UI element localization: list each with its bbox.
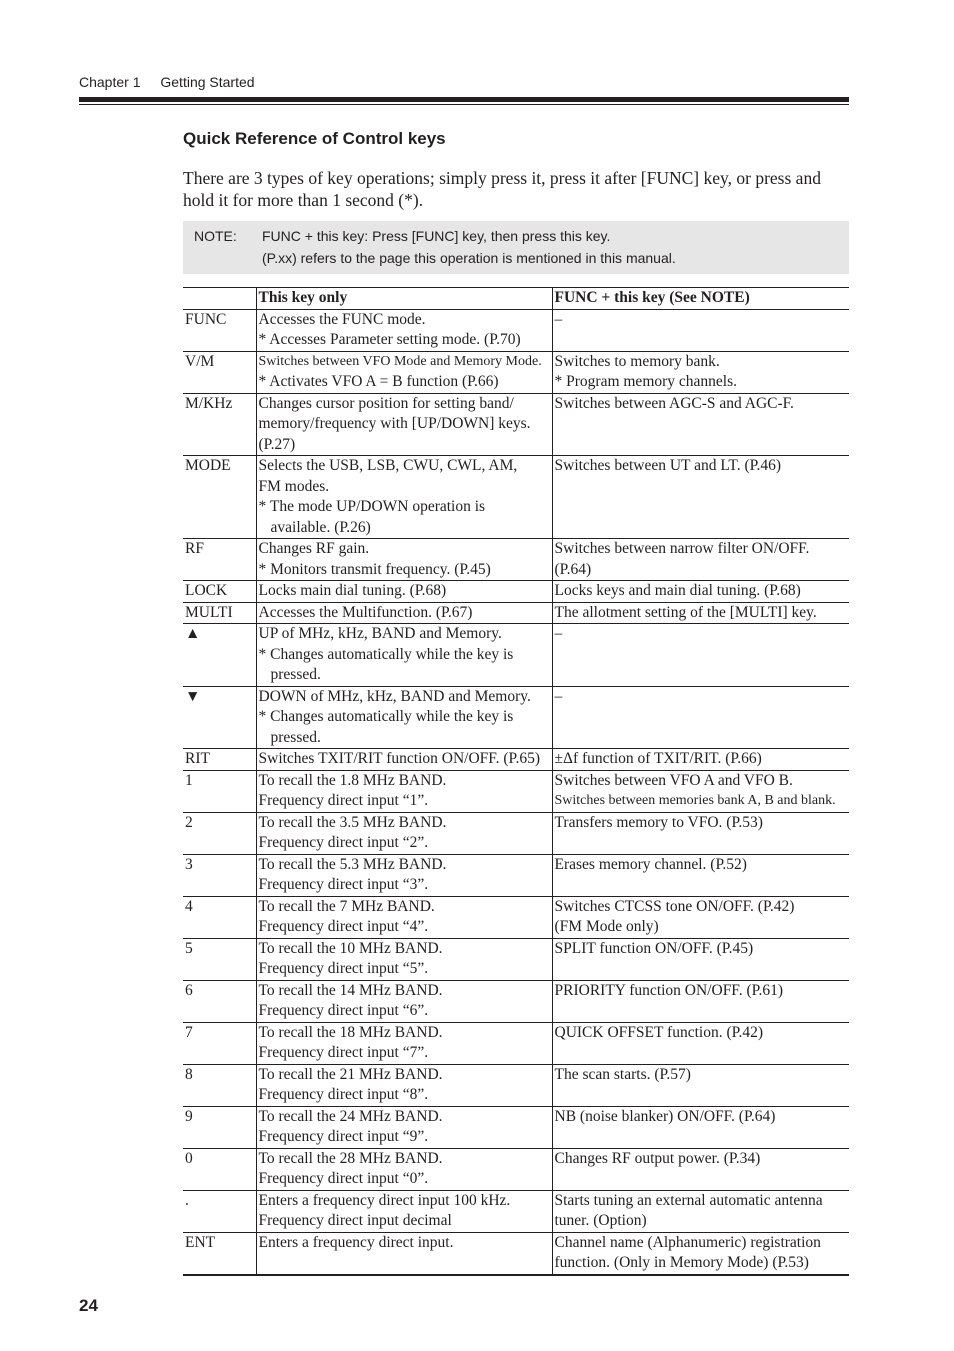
cell-line: Transfers memory to VFO. (P.53) (554, 813, 763, 831)
cell-line: Switches between VFO A and VFO B. (554, 771, 793, 789)
cell-line: Selects the USB, LSB, CWU, CWL, AM, (258, 457, 518, 474)
cell-line: Switches to memory bank. (554, 352, 720, 370)
chapter-title: Getting Started (160, 74, 255, 90)
key-name-cell: 2 (183, 812, 256, 854)
cell-line: Changes RF output power. (P.34) (554, 1149, 761, 1167)
key-name-cell: LOCK (183, 581, 256, 603)
cell-line: Switches between AGC-S and AGC-F. (554, 394, 794, 412)
cell-line: – (554, 625, 563, 642)
key-name-cell: ▲ (183, 624, 256, 687)
note-box (183, 221, 849, 274)
cell-line: UP of MHz, kHz, BAND and Memory. (258, 625, 502, 642)
table-row (183, 581, 849, 603)
table-row (183, 624, 849, 687)
func-key-cell (552, 1064, 849, 1106)
cell-line: Locks keys and main dial tuning. (P.68) (554, 582, 801, 599)
table-row (183, 539, 849, 581)
cell-line: * Accesses Parameter setting mode. (P.70) (258, 331, 521, 348)
cell-line: SPLIT function ON/OFF. (P.45) (554, 939, 754, 957)
cell-line: Switches between narrow filter ON/OFF. (554, 540, 810, 557)
key-only-cell (256, 309, 552, 351)
chapter-label: Chapter 1 (79, 74, 141, 90)
func-key-cell (552, 624, 849, 687)
key-name-cell: MODE (183, 456, 256, 539)
func-key-cell (552, 812, 849, 854)
note-line-2: (P.xx) refers to the page this operation is mentioned in this manual. (262, 250, 676, 266)
key-only-cell (256, 1064, 552, 1106)
key-name-cell: RIT (183, 749, 256, 771)
cell-line: To recall the 5.3 MHz BAND. (258, 855, 447, 873)
table-row (183, 456, 849, 539)
table-row (183, 854, 849, 896)
control-keys-table (183, 287, 849, 1276)
cell-line: pressed. (270, 728, 321, 746)
cell-line: Enters a frequency direct input. (258, 1233, 454, 1251)
cell-line: tuner. (Option) (554, 1212, 647, 1229)
func-key-cell (552, 456, 849, 539)
header-this-key-only: This key only (256, 288, 552, 310)
header-key (183, 288, 256, 310)
cell-line: Frequency direct input “5”. (258, 960, 429, 977)
table-row (183, 770, 849, 812)
cell-line: function. (Only in Memory Mode) (P.53) (554, 1254, 809, 1271)
key-only-cell (256, 539, 552, 581)
cell-line: * Changes automatically while the key is (258, 645, 514, 663)
cell-line: pressed. (270, 666, 321, 683)
cell-line: Locks main dial tuning. (P.68) (258, 582, 447, 599)
cell-line: To recall the 14 MHz BAND. (258, 981, 443, 999)
key-name-cell: 1 (183, 770, 256, 812)
key-only-cell (256, 581, 552, 603)
table-row (183, 686, 849, 749)
cell-line: (P.64) (554, 560, 592, 578)
func-key-cell (552, 351, 849, 393)
key-only-cell (256, 1232, 552, 1275)
cell-line: Switches between UT and LT. (P.46) (554, 457, 782, 474)
header-rule-thin (79, 104, 849, 105)
table-row (183, 896, 849, 938)
key-only-cell (256, 624, 552, 687)
cell-line: Switches between VFO Mode and Memory Mode. (258, 353, 542, 369)
key-name-cell: V/M (183, 351, 256, 393)
cell-line: DOWN of MHz, kHz, BAND and Memory. (258, 687, 531, 705)
running-header (79, 74, 271, 90)
key-name-cell: . (183, 1190, 256, 1232)
table-row (183, 812, 849, 854)
table-row (183, 1064, 849, 1106)
cell-line: * Program memory channels. (554, 373, 738, 390)
key-name-cell: 4 (183, 896, 256, 938)
key-name-cell: 5 (183, 938, 256, 980)
cell-line: To recall the 24 MHz BAND. (258, 1107, 443, 1125)
cell-line: Switches between memories bank A, B and blank. (554, 793, 836, 808)
cell-line: Enters a frequency direct input 100 kHz. (258, 1191, 511, 1209)
cell-line: Starts tuning an external automatic antenna (554, 1191, 823, 1209)
table-row (183, 980, 849, 1022)
table-row (183, 1022, 849, 1064)
cell-line: Frequency direct input “3”. (258, 876, 429, 893)
key-only-cell (256, 938, 552, 980)
func-key-cell (552, 854, 849, 896)
func-key-cell (552, 770, 849, 812)
cell-line: The scan starts. (P.57) (554, 1065, 691, 1083)
cell-line: The allotment setting of the [MULTI] key. (554, 603, 817, 621)
key-name-cell: ENT (183, 1232, 256, 1275)
table-row (183, 351, 849, 393)
cell-line: Frequency direct input “4”. (258, 918, 429, 935)
cell-line: Changes RF gain. (258, 540, 370, 557)
cell-line: Frequency direct input “6”. (258, 1002, 429, 1019)
func-key-cell (552, 749, 849, 771)
table-header-row (183, 288, 849, 310)
cell-line: – (554, 687, 563, 705)
cell-line: Frequency direct input “9”. (258, 1128, 429, 1145)
page-number: 24 (79, 1296, 98, 1315)
cell-line: Frequency direct input “1”. (258, 792, 429, 809)
key-only-cell (256, 770, 552, 812)
func-key-cell (552, 1232, 849, 1275)
func-key-cell (552, 1022, 849, 1064)
key-name-cell: 7 (183, 1022, 256, 1064)
cell-line: To recall the 3.5 MHz BAND. (258, 813, 447, 831)
section-title: Quick Reference of Control keys (183, 129, 446, 148)
key-only-cell (256, 1190, 552, 1232)
func-key-cell (552, 686, 849, 749)
key-name-cell: 6 (183, 980, 256, 1022)
cell-line: Frequency direct input decimal (258, 1212, 452, 1229)
cell-line: Channel name (Alphanumeric) registration (554, 1233, 821, 1251)
intro-paragraph: There are 3 types of key operations; simply press it, press it after [FUNC] key, or press and hold it for more than 1 second (*). (183, 168, 821, 210)
cell-line: * Monitors transmit frequency. (P.45) (258, 560, 491, 578)
table-row (183, 938, 849, 980)
cell-line: Erases memory channel. (P.52) (554, 855, 747, 873)
table-row (183, 393, 849, 456)
cell-line: To recall the 1.8 MHz BAND. (258, 771, 447, 789)
cell-line: Frequency direct input “2”. (258, 834, 429, 851)
table-row (183, 309, 849, 351)
cell-line: (FM Mode only) (554, 918, 659, 935)
table-row (183, 1190, 849, 1232)
key-only-cell (256, 980, 552, 1022)
cell-line: To recall the 7 MHz BAND. (258, 897, 435, 915)
table-row (183, 1106, 849, 1148)
key-name-cell: ▼ (183, 686, 256, 749)
key-only-cell (256, 351, 552, 393)
key-name-cell: RF (183, 539, 256, 581)
cell-line: available. (P.26) (270, 518, 371, 536)
cell-line: To recall the 10 MHz BAND. (258, 939, 443, 957)
cell-line: PRIORITY function ON/OFF. (P.61) (554, 981, 784, 999)
cell-line: NB (noise blanker) ON/OFF. (P.64) (554, 1107, 776, 1125)
key-only-cell (256, 812, 552, 854)
cell-line: Switches CTCSS tone ON/OFF. (P.42) (554, 897, 795, 915)
func-key-cell (552, 980, 849, 1022)
key-name-cell: 8 (183, 1064, 256, 1106)
key-only-cell (256, 1022, 552, 1064)
key-only-cell (256, 1148, 552, 1190)
func-key-cell (552, 393, 849, 456)
cell-line: Accesses the Multifunction. (P.67) (258, 603, 473, 621)
key-name-cell: FUNC (183, 309, 256, 351)
cell-line: Frequency direct input “0”. (258, 1170, 429, 1187)
func-key-cell (552, 1106, 849, 1148)
cell-line: Accesses the FUNC mode. (258, 310, 426, 328)
func-key-cell (552, 309, 849, 351)
key-only-cell (256, 749, 552, 771)
cell-line: * Changes automatically while the key is (258, 708, 514, 725)
cell-line: QUICK OFFSET function. (P.42) (554, 1023, 764, 1041)
table-row (183, 602, 849, 624)
key-only-cell (256, 896, 552, 938)
func-key-cell (552, 938, 849, 980)
key-only-cell (256, 456, 552, 539)
key-only-cell (256, 854, 552, 896)
header-func-plus-key: FUNC + this key (See NOTE) (552, 288, 849, 310)
table-row (183, 749, 849, 771)
table-row (183, 1148, 849, 1190)
func-key-cell (552, 539, 849, 581)
cell-line: FM modes. (258, 477, 330, 495)
cell-line: (P.27) (258, 435, 296, 453)
func-key-cell (552, 581, 849, 603)
cell-line: To recall the 28 MHz BAND. (258, 1149, 443, 1167)
cell-line: – (554, 310, 563, 328)
cell-line: Frequency direct input “8”. (258, 1086, 429, 1103)
cell-line: To recall the 21 MHz BAND. (258, 1065, 443, 1083)
key-name-cell: M/KHz (183, 393, 256, 456)
key-name-cell: 3 (183, 854, 256, 896)
cell-line: Changes cursor position for setting band/ (258, 394, 514, 412)
key-name-cell: MULTI (183, 602, 256, 624)
cell-line: Switches TXIT/RIT function ON/OFF. (P.65) (258, 750, 540, 767)
func-key-cell (552, 1148, 849, 1190)
key-only-cell (256, 686, 552, 749)
key-name-cell: 0 (183, 1148, 256, 1190)
key-only-cell (256, 602, 552, 624)
func-key-cell (552, 1190, 849, 1232)
func-key-cell (552, 602, 849, 624)
cell-line: * Activates VFO A = B function (P.66) (258, 373, 499, 390)
key-only-cell (256, 393, 552, 456)
cell-line: ±Δf function of TXIT/RIT. (P.66) (554, 750, 762, 767)
cell-line: memory/frequency with [UP/DOWN] keys. (258, 415, 531, 432)
table-row (183, 1232, 849, 1275)
cell-line: * The mode UP/DOWN operation is (258, 498, 486, 515)
key-only-cell (256, 1106, 552, 1148)
func-key-cell (552, 896, 849, 938)
key-name-cell: 9 (183, 1106, 256, 1148)
note-line-1: FUNC + this key: Press [FUNC] key, then press this key. (262, 228, 611, 244)
header-rule-thick (79, 97, 849, 102)
cell-line: Frequency direct input “7”. (258, 1044, 429, 1061)
cell-line: To recall the 18 MHz BAND. (258, 1023, 443, 1041)
note-label: NOTE: (194, 228, 237, 244)
